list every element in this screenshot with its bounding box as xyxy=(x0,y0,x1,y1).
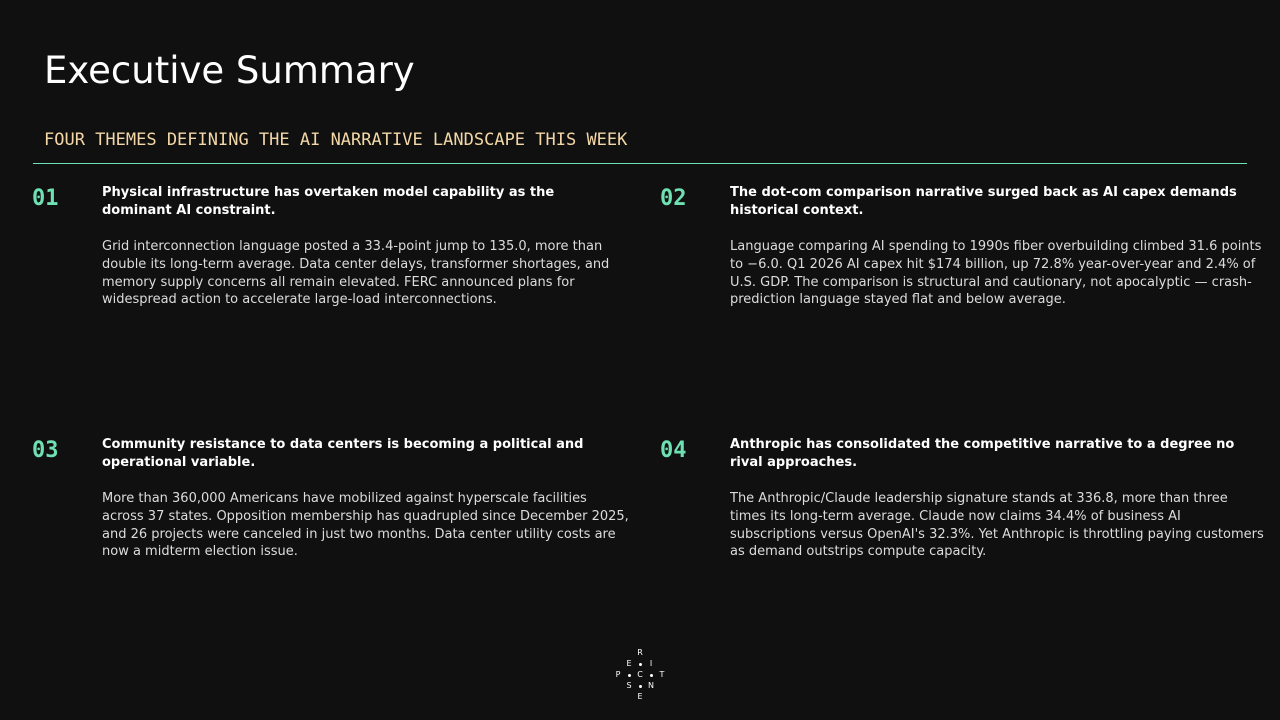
theme-heading: Anthropic has consolidated the competitive narrative to a degree no rival approaches. xyxy=(730,437,1235,470)
logo-dot xyxy=(628,674,631,677)
logo-letter: R xyxy=(637,648,643,657)
logo-letter: T xyxy=(659,670,665,679)
theme-number: 03 xyxy=(32,438,59,463)
logo-letter: N xyxy=(648,681,654,690)
theme-number: 04 xyxy=(660,438,687,463)
theme-card xyxy=(32,180,622,380)
theme-number: 02 xyxy=(660,186,687,211)
logo xyxy=(612,646,668,702)
theme-heading: The dot-com comparison narrative surged back as AI capex demands historical context. xyxy=(730,185,1237,218)
theme-heading: Physical infrastructure has overtaken model capability as the dominant AI constraint. xyxy=(102,185,555,218)
logo-letter: C xyxy=(637,670,643,679)
theme-body: Grid interconnection language posted a 33.4-point jump to 135.0, more than double its long-term average. Data center delays, transformer shortages, and memory supply concerns all remain elevated. FERC announced plans for widespread action to accelerate large-load interconnections. xyxy=(102,239,610,308)
slide-title: Executive Summary xyxy=(44,49,415,92)
logo-letter: S xyxy=(626,681,632,690)
logo-letter: E xyxy=(637,692,643,701)
logo-letter: I xyxy=(649,659,653,668)
logo-letter: P xyxy=(615,670,621,679)
theme-card xyxy=(660,180,1262,380)
logo-dot xyxy=(639,685,642,688)
divider xyxy=(33,163,1247,164)
slide-subtitle: FOUR THEMES DEFINING THE AI NARRATIVE LANDSCAPE THIS WEEK xyxy=(44,130,628,150)
logo-dot xyxy=(639,663,642,666)
theme-card xyxy=(32,432,629,632)
theme-number: 01 xyxy=(32,186,59,211)
logo-dot xyxy=(650,674,653,677)
logo-letter: E xyxy=(626,659,632,668)
theme-heading: Community resistance to data centers is becoming a political and operational variable. xyxy=(102,437,584,470)
theme-body: The Anthropic/Claude leadership signature stands at 336.8, more than three times its long-term average. Claude now claims 34.4% of business AI subscriptions versus OpenAI's 32.3%. Yet Anthropic is throttling paying customers as demand outstrips compute capacity. xyxy=(730,491,1264,560)
theme-body: Language comparing AI spending to 1990s fiber overbuilding climbed 31.6 points to −6.0. Q1 2026 AI capex hit $174 billion, up 72.8% year-over-year and 2.4% of U.S. GDP. The comparison is structural and cautionary, not apocalyptic — crash-prediction language stayed flat and below average. xyxy=(730,239,1262,308)
theme-body: More than 360,000 Americans have mobilized against hyperscale facilities across 37 states. Opposition membership has quadrupled since December 2025, and 26 projects were canceled in just two months. Data center utility costs are now a midterm election issue. xyxy=(102,491,629,560)
theme-card xyxy=(660,432,1264,632)
